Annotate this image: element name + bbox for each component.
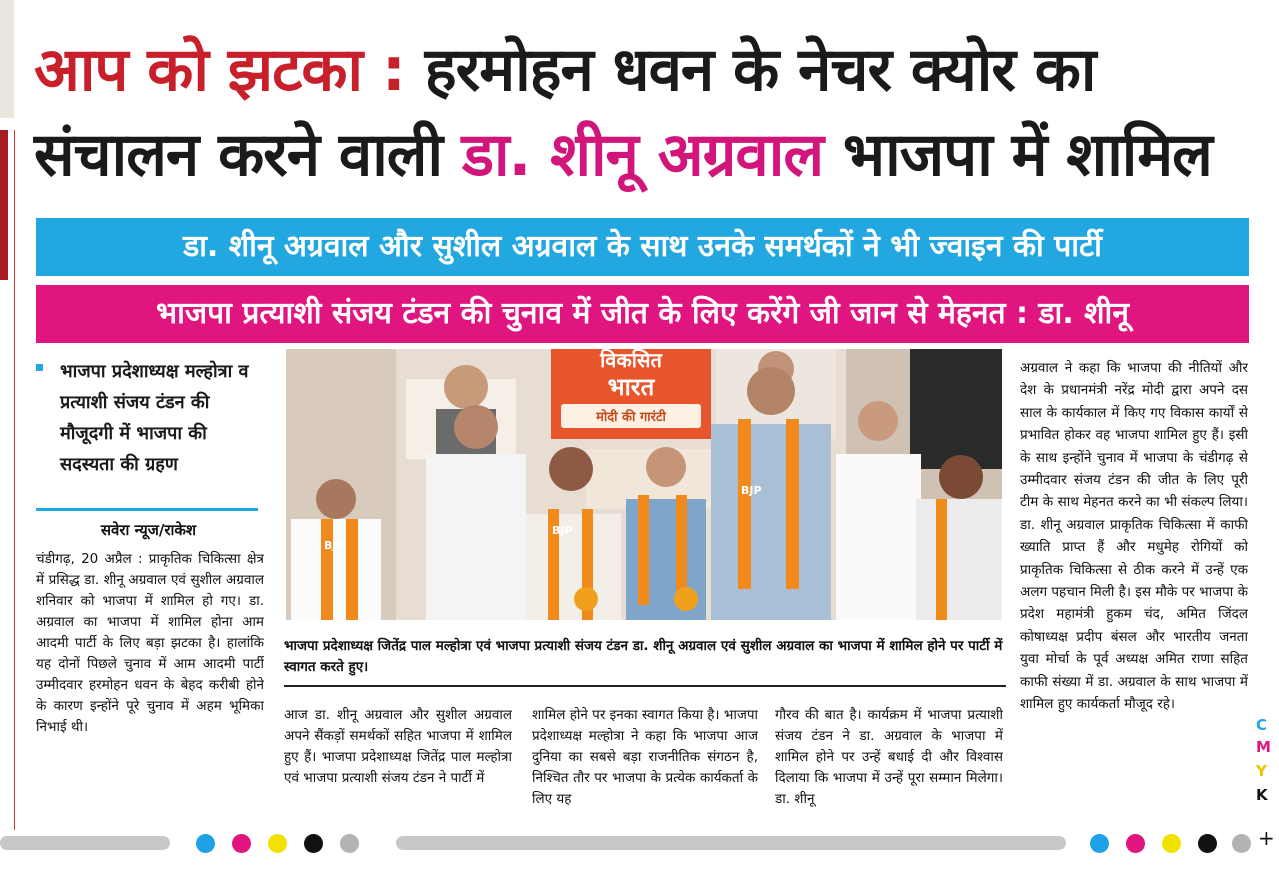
registration-bar-middle	[396, 836, 1066, 850]
article-column-3: शामिल होने पर इनका स्वागत किया है। भाजपा प्रदेशाध्यक्ष मल्होत्रा ने कहा कि भाजपा आज दुनिया का सबसे बड़ा राजनीतिक संगठन है, निश्चित तौर पर भाजपा के प्रत्येक कार्यकर्ता के लिए यह	[532, 707, 758, 807]
byline: सवेरा न्यूज/राकेश	[100, 521, 197, 539]
caption-divider	[284, 685, 1006, 687]
news-photo	[286, 349, 1002, 620]
headline-main-1: हरमोहन धवन के नेचर क्योर का	[424, 35, 1096, 105]
highlight-box	[36, 356, 266, 480]
subhead-blue-banner: डा. शीनू अग्रवाल और सुशील अग्रवाल के साथ उनके समर्थकों ने भी ज्वाइन की पार्टी	[36, 218, 1249, 276]
subhead-pink-banner: भाजपा प्रत्याशी संजय टंडन की चुनाव में जीत के लिए करेंगे जी जान से मेहनत : डा. शीनू	[36, 285, 1249, 343]
registration-bar-left	[0, 836, 170, 850]
bullet-icon	[36, 364, 43, 371]
article-column-2: आज डा. शीनू अग्रवाल और सुशील अग्रवाल अपने सैंकड़ों समर्थकों सहित भाजपा में शामिल हुए हैं। भाजपा प्रदेशाध्यक्ष जितेंद्र पाल मल्होत्रा एवं भाजपा प्रत्याशी संजय टंडन ने पार्टी में	[284, 707, 512, 786]
headline-kicker: आप को झटका :	[34, 35, 405, 105]
reg-dot-gray-icon	[1232, 834, 1251, 853]
reg-dot-yellow-icon	[1162, 834, 1181, 853]
reg-dot-gray-icon	[340, 834, 359, 853]
article-column-5: अग्रवाल ने कहा कि भाजपा की नीतियों और देश के प्रधानमंत्री नरेंद्र मोदी द्वारा अपने दस साल के कार्यकाल में किए गए विकास कार्यों से प्रभावित होकर वह भाजपा शामिल हुए हैं। इसी के साथ इन्होंने चुनाव में भाजपा के चंडीगढ़ से उम्मीदवार संजय टंडन की जीत के लिए पूरी टीम के साथ मेहनत करने का भी संकल्प लिया। डा. शीनू अग्रवाल प्राकृतिक चिकित्सा में काफी ख्याति प्राप्त हैं और मधुमेह रोगियों को प्राकृतिक चिकित्सा से ठीक करने में उन्हें एक अलग पहचान मिली है। इस मौके पर भाजपा के प्रदेश महामंत्री हुकम चंद, अमित जिंदल कोषाध्यक्ष प्रदीप बंसल और भारतीय जनता युवा मोर्चा के पूर्व अध्यक्ष अमित राणा सहित काफी संख्या में डा. अग्रवाल के साथ भाजपा में शामिल हुए कार्यकर्ता मौजूद रहे।	[1020, 360, 1248, 713]
headline-main-2a: संचालन करने वाली	[34, 120, 442, 190]
headline-name: डा. शीनू अग्रवाल	[461, 120, 824, 190]
print-mark-k: K	[1256, 786, 1268, 804]
article-column-4: गौरव की बात है। कार्यक्रम में भाजपा प्रत्याशी संजय टंडन ने डा. अग्रवाल के भाजपा में शामिल होने पर उन्हें बधाई दी और विश्वास दिलाया कि भाजपा में उन्हें पूरा सम्मान मिलेगा। डा. शीनू	[775, 707, 1003, 807]
reg-dot-magenta-icon	[232, 834, 251, 853]
registration-cross-icon: +	[1258, 826, 1275, 850]
headline-line-1	[34, 30, 1095, 110]
highlight-underline	[36, 508, 258, 511]
headline-line-2	[34, 115, 1212, 195]
reg-dot-cyan-icon	[196, 834, 215, 853]
photo-banner-line-2: भारत	[607, 373, 655, 401]
print-mark-c: C	[1256, 716, 1268, 734]
photo-banner-line-3: मोदी की गारंटी	[596, 410, 666, 425]
reg-dot-magenta-icon	[1126, 834, 1145, 853]
adjacent-page-edge	[0, 0, 14, 118]
headline-main-2b: भाजपा में शामिल	[842, 120, 1212, 190]
scarf-label: BJP	[741, 484, 762, 497]
reg-dot-yellow-icon	[268, 834, 287, 853]
highlight-text: भाजपा प्रदेशाध्यक्ष मल्होत्रा व प्रत्याशी संजय टंडन की मौजूदगी में भाजपा की सदस्यता की ग्रहण	[60, 361, 249, 475]
photo-banner-line-1: विकसित	[600, 349, 662, 372]
scarf-label: BJP	[552, 524, 573, 537]
print-mark-m: M	[1256, 738, 1271, 756]
reg-dot-cyan-icon	[1090, 834, 1109, 853]
print-mark-y: Y	[1256, 762, 1267, 780]
scarf-label: BJP	[324, 539, 345, 552]
adjacent-page-strip	[0, 130, 15, 830]
photo-caption: भाजपा प्रदेशाध्यक्ष जितेंद्र पाल मल्होत्रा एवं भाजपा प्रत्याशी संजय टंडन डा. शीनू अग्रवाल एवं सुशील अग्रवाल का भाजपा में शामिल होने पर पार्टी में स्वागत करते हुए।	[284, 638, 1003, 675]
reg-dot-black-icon	[1198, 834, 1217, 853]
reg-dot-black-icon	[304, 834, 323, 853]
article-column-1: चंडीगढ़, 20 अप्रैल : प्राकृतिक चिकित्सा क्षेत्र में प्रसिद्ध डा. शीनू अग्रवाल एवं सुशील अग्रवाल शनिवार को भाजपा में शामिल हो गए। डा. अग्रवाल का भाजपा में शामिल होना आम आदमी पार्टी के लिए बड़ा झटका है। हालांकि यह दोनों पिछले चुनाव में आम आदमी पार्टी उम्मीदवार हरमोहन धवन के बेहद करीबी होने के कारण इन्होंने पूरे चुनाव में अहम भूमिका निभाई थी।	[36, 551, 264, 735]
